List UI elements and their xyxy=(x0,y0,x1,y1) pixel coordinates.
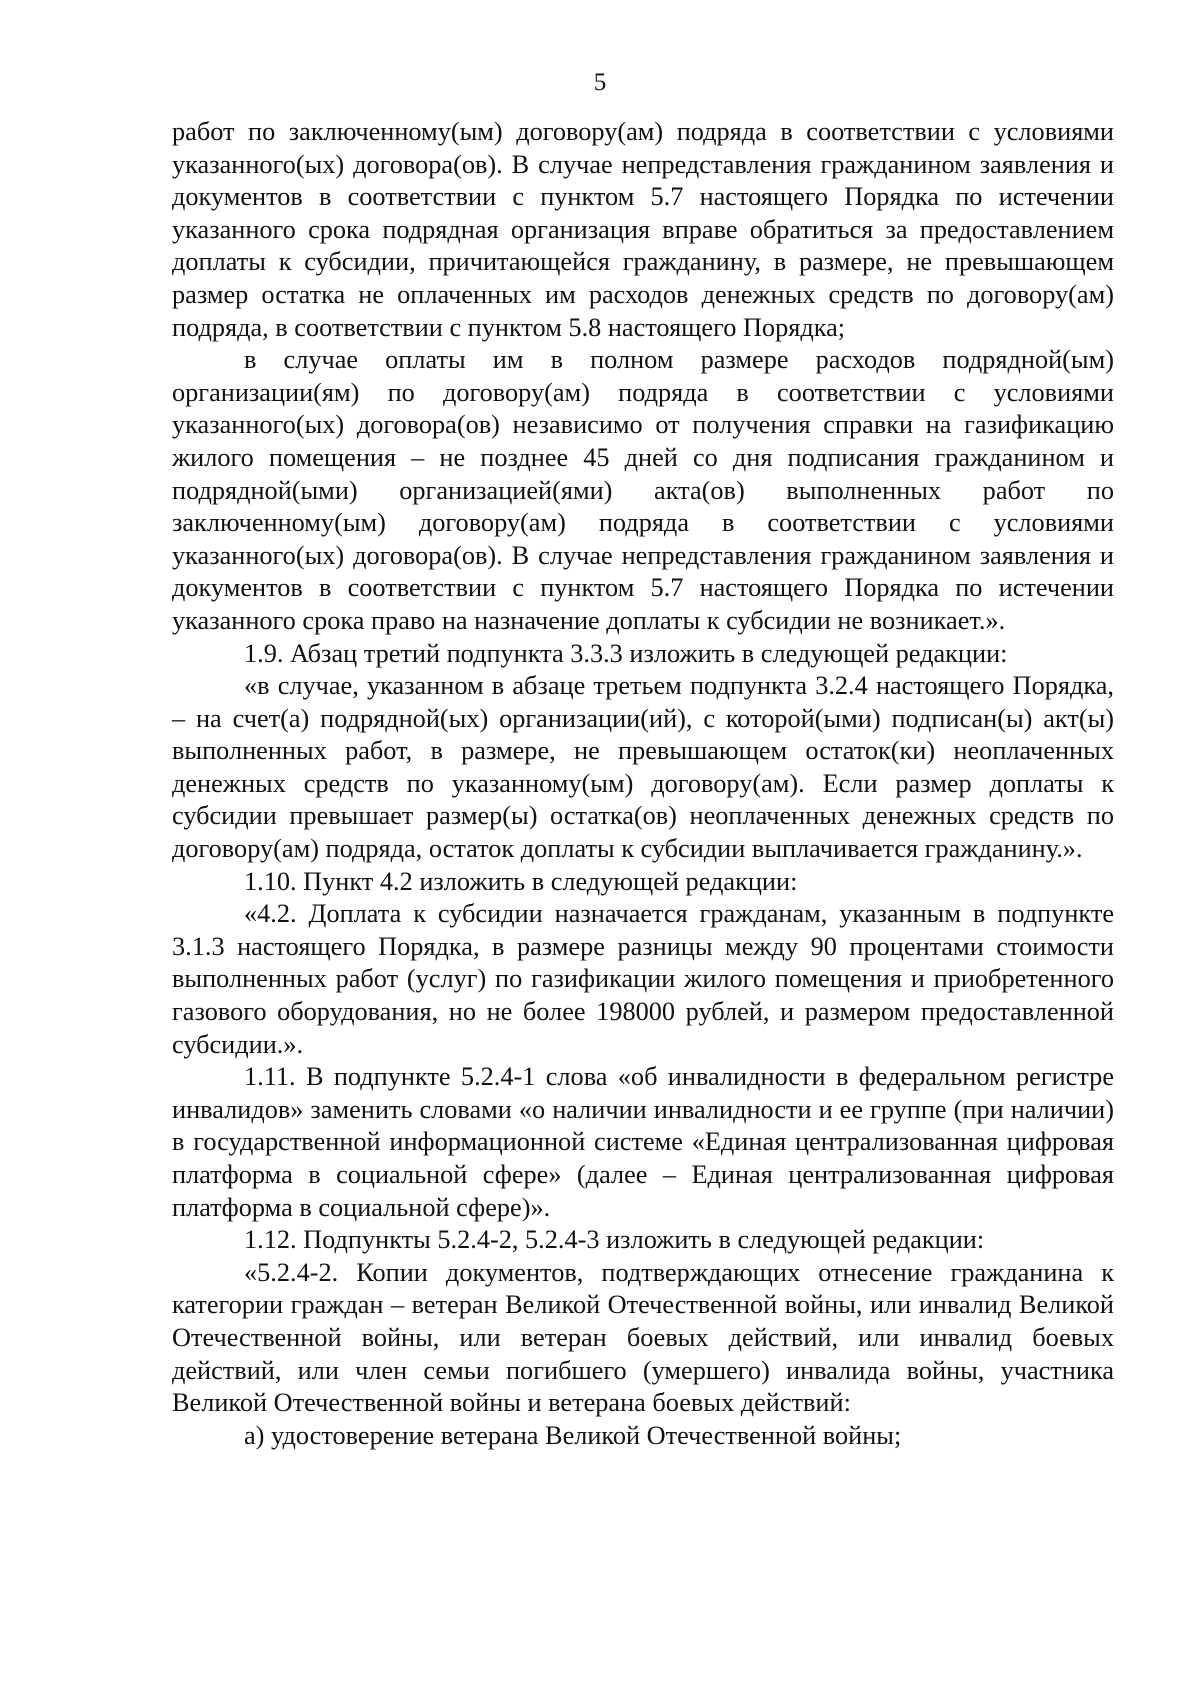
paragraph-item-1-9: 1.9. Абзац третий подпункта 3.3.3 изложить в следующей редакции: xyxy=(244,638,1008,668)
paragraph-item-4-2-quote: «4.2. Доплата к субсидии назначается гражданам, указанным в подпункте 3.1.3 настоящего Порядка, в размере разницы между 90 процентами стоимости выполненных работ (услуг) по газификации жилого помещения и приобретенного газового оборудования, но не более 198000 рублей, и размером предоставленной субсидии.». xyxy=(172,899,1114,1059)
paragraph-full-payment-case: в случае оплаты им в полном размере расходов подрядной(ым) организации(ям) по договору(ам) подряда в соответствии с условиями указанного(ых) договора(ов) независимо от получения справки на газификацию жилого помещения – не позднее 45 дней со дня подписания гражданином и подрядной(ыми) организацией(ями) акта(ов) выполненных работ по заключенному(ым) договору(ам) подряда в соответствии с условиями указанного(ых) договора(ов). В случае непредставления гражданином заявления и документов в соответствии с пунктом 5.7 настоящего Порядка по истечении указанного срока право на назначение доплаты к субсидии не возникает.». xyxy=(172,345,1114,635)
page-number: 5 xyxy=(593,69,607,96)
paragraph-item-1-9-quote: «в случае, указанном в абзаце третьем подпункта 3.2.4 настоящего Порядка, – на счет(а) подрядной(ых) организации(ий), с которой(ыми) подписан(ы) акт(ы) выполненных работ, в размере, не превышающем остаток(ки) неоплаченных денежных средств по указанному(ым) договору(ам). Если размер доплаты к субсидии превышает размер(ы) остатка(ов) неоплаченных денежных средств по договору(ам) подряда, остаток доплаты к субсидии выплачивается гражданину.». xyxy=(172,671,1114,864)
paragraph-item-1-11: 1.11. В подпункте 5.2.4-1 слова «об инвалидности в федеральном регистре инвалидов» заменить словами «о наличии инвалидности и ее группе (при наличии) в государственной информационной системе «Единая централизованная цифровая платформа в социальной сфере» (далее – Единая централизованная цифровая платформа в социальной сфере)». xyxy=(172,1062,1114,1222)
document-body xyxy=(172,116,1114,1452)
paragraph-item-5-2-4-2-quote: «5.2.4-2. Копии документов, подтверждающих отнесение гражданина к категории граждан – ветеран Великой Отечественной войны, или инвалид Великой Отечественной войны, или ветеран боевых действий, или инвалид боевых действий, или член семьи погибшего (умершего) инвалида войны, участника Великой Отечественной войны и ветерана боевых действий: xyxy=(172,1257,1114,1418)
paragraph-list-item-a: а) удостоверение ветерана Великой Отечественной войны; xyxy=(244,1420,902,1450)
paragraph-continuation: работ по заключенному(ым) договору(ам) подряда в соответствии с условиями указанного(ых) договора(ов). В случае непредставления гражданином заявления и документов в соответствии с пунктом 5.7 настоящего Порядка по истечении указанного срока подрядная организация вправе обратиться за предоставлением доплаты к субсидии, причитающейся гражданину, в размере, не превышающем размер остатка не оплаченных им расходов денежных средств по договору(ам) подряда, в соответствии с пунктом 5.8 настоящего Порядка; xyxy=(172,117,1114,342)
paragraph-item-1-12: 1.12. Подпункты 5.2.4-2, 5.2.4-3 изложить в следующей редакции: xyxy=(244,1225,985,1255)
paragraph-item-1-10: 1.10. Пункт 4.2 изложить в следующей редакции: xyxy=(244,866,798,896)
